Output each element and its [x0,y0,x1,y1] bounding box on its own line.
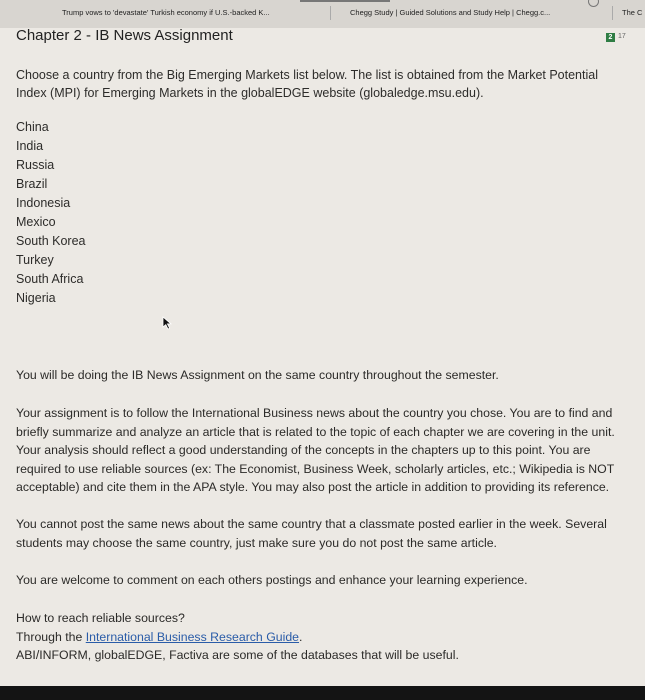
list-item: Russia [16,158,55,172]
guide-prefix: Through the [16,629,86,644]
research-guide-link[interactable]: International Business Research Guide [85,629,300,644]
tab-indicator-line [300,0,390,2]
page-title: Chapter 2 - IB News Assignment [16,27,233,44]
country-list [16,118,628,308]
list-item: Brazil [16,177,48,191]
guide-suffix: . [299,629,303,644]
list-item: South Korea [16,234,86,248]
paragraph-sources [16,609,628,665]
assignment-content [16,66,628,308]
reload-icon[interactable] [588,0,599,7]
list-item: Indonesia [16,196,71,210]
bottom-bar [0,686,645,700]
tab-divider [612,6,613,20]
databases-line: ABI/INFORM, globalEDGE, Factiva are some of the databases that will be useful. [16,648,459,662]
list-item: India [16,139,44,153]
notification-badge[interactable]: 2 [606,33,615,42]
sources-question: How to reach reliable sources? [16,611,185,625]
browser-tab-other[interactable]: The C [622,8,643,17]
sources-guide-line [16,628,628,647]
browser-tab-chegg[interactable]: Chegg Study | Guided Solutions and Study Help | Chegg.c... [350,8,551,17]
list-item: Nigeria [16,291,56,305]
browser-tab-bar [0,0,645,28]
list-item: Turkey [16,253,54,267]
paragraph-no-duplicates: You cannot post the same news about the same country that a classmate posted earlier in the week. Several students may choose the same country, just make sure you do not post the same article. [16,517,607,550]
paragraph-assignment: Your assignment is to follow the International Business news about the country you chose. You are to find and briefly summarize and analyze an article that is related to the topic of each chapter we are covering in the unit. Your analysis should reflect a good understanding of the concepts in the chapters up to this point. You are required to use reliable sources (ex: The Economist, Business Week, scholarly articles, etc.; Wikipedia is NOT acceptable) and cite them in the APA style. You may also post the article in addition to providing its reference. [16,406,615,494]
notification-count: 17 [618,33,626,40]
list-item: Mexico [16,215,56,229]
intro-text: Choose a country from the Big Emerging Markets list below. The list is obtained from the Market Potential Index (MPI) for Emerging Markets in the globalEDGE website (globaledge.msu.edu). [16,68,598,100]
paragraph-comment: You are welcome to comment on each others postings and enhance your learning experience. [16,573,528,587]
list-item: China [16,120,49,134]
paragraph-same-country: You will be doing the IB News Assignment on the same country throughout the semester. [16,368,499,382]
browser-tab-news[interactable]: Trump vows to 'devastate' Turkish economy if U.S.-backed K... [62,8,270,17]
list-item: South Africa [16,272,84,286]
tab-divider [330,6,331,20]
